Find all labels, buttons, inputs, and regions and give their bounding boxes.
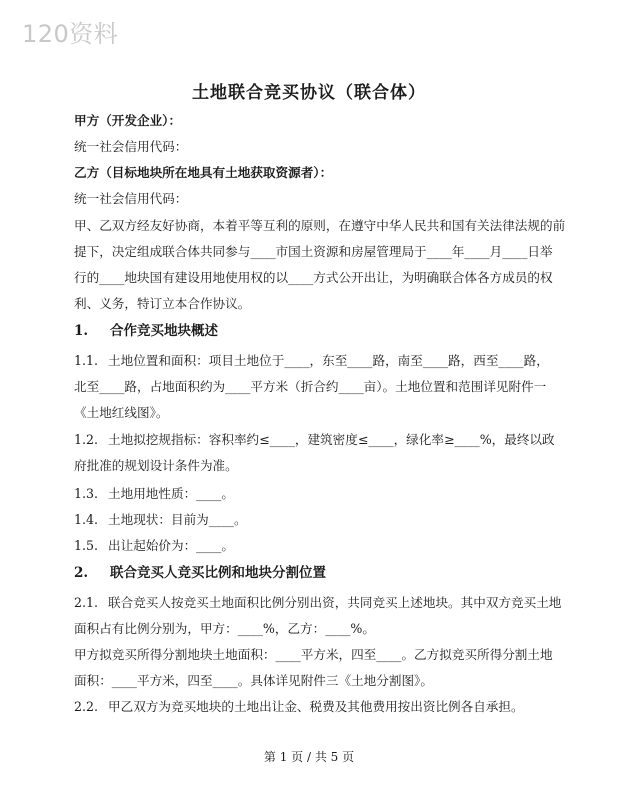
clause-1-5-text: 出让起始价为：____。: [108, 538, 234, 553]
clause-1-4: [74, 511, 247, 529]
intro-line-1: 甲、乙双方经友好协商，本着平等互利的原则，在遵守中华人民共和国有关法律法规的前: [74, 218, 566, 233]
clause-1-5: [74, 537, 234, 555]
clause-1-1-line-1: [74, 352, 549, 370]
intro-line-2: 提下，决定组成联合体共同参与____市国土资源和房屋管理局于____年____月____日举: [74, 244, 553, 259]
party-a-credit-code: 统一社会信用代码：: [74, 139, 188, 154]
party-b-label: 乙方（目标地块所在地具有土地获取资源者）：: [74, 165, 333, 180]
clause-1-4-text: 土地现状：目前为____。: [108, 512, 247, 527]
clause-1-1-number: 1.1.: [74, 353, 99, 368]
clause-2-1-line-1: [74, 594, 561, 612]
document-title: 土地联合竞买协议（联合体）: [192, 83, 426, 103]
clause-1-1-text: 土地位置和面积：项目土地位于____，东至____路，南至____路，西至____路，: [108, 353, 549, 368]
party-a-label: 甲方（开发企业）：: [74, 113, 182, 128]
intro-line-3: 行的____地块国有建设用地使用权的以____方式公开出让，为明确联合体各方成员的权: [74, 270, 553, 285]
clause-2-2-text: 甲乙双方为竞买地块的土地出让金、税费及其他费用按出资比例各自承担。: [108, 699, 524, 714]
clause-1-3-number: 1.3.: [74, 486, 99, 501]
clause-1-4-number: 1.4.: [74, 512, 99, 527]
clause-1-2-line-1: [74, 431, 555, 449]
watermark: 120资料: [22, 20, 119, 48]
clause-1-3: [74, 485, 234, 503]
intro-line-4: 利、义务，特订立本合作协议。: [74, 296, 251, 311]
clause-1-1-line-3: 《土地红线图》。: [74, 405, 169, 420]
clause-1-2-number: 1.2.: [74, 432, 99, 447]
clause-2-1-number: 2.1.: [74, 595, 99, 610]
clause-2-1-line-2: 面积占有比例分别为，甲方：____%，乙方：____%。: [74, 621, 375, 636]
clause-2-1-line-4: 面积：____平方米，四至____。具体详见附件三《土地分割图》。: [74, 673, 433, 688]
section-2-title: 联合竞买人竞买比例和地块分割位置: [110, 565, 326, 581]
clause-2-1-text: 联合竞买人按竞买土地面积比例分别出资，共同竞买上述地块。其中双方竞买土地: [108, 595, 562, 610]
clause-1-1-line-2: 北至____路，占地面积约为____平方米（折合约____亩）。土地位置和范围详见附件一: [74, 379, 547, 394]
clause-1-5-number: 1.5.: [74, 538, 99, 553]
clause-2-1-line-3: 甲方拟竞买所得分割地块土地面积：____平方米，四至____。乙方拟竞买所得分割土地: [74, 647, 553, 662]
party-b-credit-code: 统一社会信用代码：: [74, 191, 188, 206]
clause-1-2-line-2: 府批准的规划设计条件为准。: [74, 458, 238, 473]
clause-2-2-number: 2.2.: [74, 699, 99, 714]
section-1-number: 1.: [74, 323, 89, 339]
clause-1-3-text: 土地用地性质：____。: [108, 486, 234, 501]
clause-2-2: [74, 698, 524, 716]
section-2-number: 2.: [74, 565, 89, 581]
section-1-heading: [74, 322, 218, 340]
page-footer: 第 1 页 / 共 5 页: [263, 750, 355, 764]
clause-1-2-text: 土地拟挖规指标：容积率约≤____，建筑密度≤____，绿化率≥____%，最终以政: [108, 432, 555, 447]
section-1-title: 合作竞买地块概述: [110, 323, 218, 339]
section-2-heading: [74, 564, 326, 582]
